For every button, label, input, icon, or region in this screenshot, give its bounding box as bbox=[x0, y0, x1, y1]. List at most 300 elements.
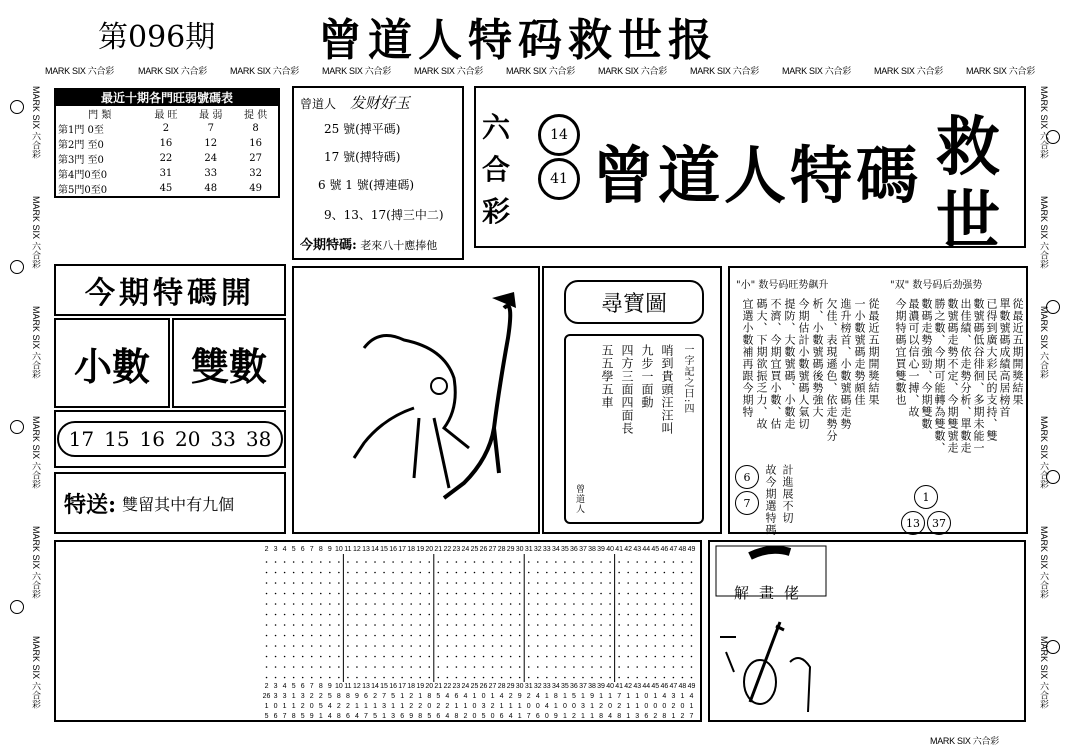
grid-count-number: 4 bbox=[445, 693, 450, 700]
grid-dot bbox=[501, 603, 503, 605]
grid-count-number: 1 bbox=[562, 713, 567, 720]
grid-dot bbox=[329, 593, 331, 595]
grid-dot bbox=[618, 572, 620, 574]
grid-dot bbox=[293, 645, 295, 647]
grid-dot bbox=[591, 677, 593, 679]
grid-count-number: 1 bbox=[391, 703, 396, 710]
trend-left-title: "小" 数号码旺势飙升 bbox=[736, 280, 829, 291]
grid-dot bbox=[609, 582, 611, 584]
grid-dot bbox=[320, 666, 322, 668]
trend-col: 已得到廣大彩民的支持、雙 bbox=[985, 298, 998, 442]
trend-col: 進升榜首、小數號碼走勢 bbox=[839, 298, 852, 430]
grid-dot bbox=[664, 624, 666, 626]
grid-dot bbox=[519, 593, 521, 595]
grid-dot bbox=[284, 635, 286, 637]
grid-count-number: 7 bbox=[364, 713, 368, 720]
grid-dot bbox=[320, 614, 322, 616]
grid-dot bbox=[582, 572, 584, 574]
grid-column-number: 49 bbox=[687, 546, 696, 553]
grid-count-number: 1 bbox=[544, 693, 549, 700]
grid-dot bbox=[537, 666, 539, 668]
grid-dot bbox=[537, 656, 539, 658]
grid-dot bbox=[347, 666, 349, 668]
grid-dot bbox=[284, 677, 286, 679]
grid-dot bbox=[691, 561, 693, 563]
brand-strip-bottom bbox=[0, 732, 1070, 748]
grid-dot bbox=[428, 624, 430, 626]
grid-dot bbox=[691, 635, 693, 637]
grid-count-number: 7 bbox=[526, 713, 531, 720]
grid-dot bbox=[573, 677, 575, 679]
special-numbers-oval bbox=[57, 421, 284, 457]
grid-dot bbox=[329, 582, 331, 584]
grid-dot bbox=[645, 572, 647, 574]
grid-dot bbox=[528, 572, 530, 574]
grid-dot bbox=[474, 645, 476, 647]
grid-dot bbox=[465, 656, 467, 658]
grid-column-number: 46 bbox=[660, 546, 669, 553]
grid-dot bbox=[673, 603, 675, 605]
grid-dot bbox=[655, 645, 657, 647]
grid-count-number: 2 bbox=[680, 713, 685, 720]
grid-dot bbox=[365, 603, 367, 605]
table-header: 門 類 bbox=[88, 110, 112, 121]
grid-count-number: 1 bbox=[291, 703, 296, 710]
grid-dot bbox=[410, 645, 412, 647]
grid-dot bbox=[347, 572, 349, 574]
grid-dot bbox=[546, 593, 548, 595]
ten-issue-table bbox=[56, 106, 278, 196]
treasure-col: 四方三面四面長 bbox=[620, 344, 634, 435]
grid-column-number: 3 bbox=[273, 546, 278, 553]
grid-dot bbox=[483, 624, 485, 626]
brand-mark: MARK SIX 六合彩 bbox=[31, 86, 41, 159]
grid-dot bbox=[438, 677, 440, 679]
grid-dot bbox=[410, 614, 412, 616]
grid-count-number: 2 bbox=[345, 703, 350, 710]
grid-column-number: 42 bbox=[624, 546, 633, 553]
grid-column-number: 24 bbox=[461, 683, 470, 690]
ball-bottom-number: 41 bbox=[550, 171, 568, 187]
grid-dot bbox=[519, 614, 521, 616]
grid-dot bbox=[618, 561, 620, 563]
tips-line: 25 號(搏平碼) bbox=[324, 122, 401, 136]
grid-column-number: 32 bbox=[533, 546, 542, 553]
table-cell: 31 bbox=[159, 168, 173, 179]
trend-circle-number: 13 bbox=[901, 511, 925, 535]
grid-dot bbox=[465, 624, 467, 626]
grid-count-number: 0 bbox=[644, 693, 649, 700]
grid-count-number: 0 bbox=[535, 703, 540, 710]
grid-dot bbox=[582, 603, 584, 605]
grid-dot bbox=[410, 624, 412, 626]
grid-column-number: 43 bbox=[633, 546, 642, 553]
grid-column-number: 22 bbox=[443, 546, 452, 553]
grid-column-number: 38 bbox=[588, 683, 596, 690]
grid-count-number: 1 bbox=[282, 703, 287, 710]
grid-dot bbox=[664, 666, 666, 668]
grid-count-number: 1 bbox=[562, 693, 567, 700]
grid-dot bbox=[447, 624, 449, 626]
grid-count-number: 0 bbox=[562, 703, 567, 710]
grid-dot bbox=[691, 603, 693, 605]
grid-dot bbox=[636, 614, 638, 616]
grid-dot bbox=[501, 582, 503, 584]
ball-top-number: 14 bbox=[550, 127, 568, 143]
grid-dot bbox=[266, 656, 268, 658]
grid-dot bbox=[546, 572, 548, 574]
grid-dot bbox=[618, 677, 620, 679]
grid-dot bbox=[591, 656, 593, 658]
grid-dot bbox=[302, 582, 304, 584]
grid-dot bbox=[528, 666, 530, 668]
treasure-col: 九步一面動 bbox=[640, 344, 654, 409]
grid-dot bbox=[456, 593, 458, 595]
grid-dot bbox=[311, 635, 313, 637]
grid-dot bbox=[528, 593, 530, 595]
grid-dot bbox=[447, 582, 449, 584]
grid-dot bbox=[618, 593, 620, 595]
grid-dot bbox=[374, 677, 376, 679]
grid-column-number: 45 bbox=[651, 683, 660, 690]
grid-dot bbox=[266, 593, 268, 595]
grid-column-number: 37 bbox=[579, 546, 587, 553]
grid-dot bbox=[293, 582, 295, 584]
grid-column-number: 34 bbox=[551, 683, 560, 690]
grid-dot bbox=[374, 572, 376, 574]
grid-dot bbox=[600, 666, 602, 668]
grid-count-number: 3 bbox=[382, 703, 387, 710]
grid-dot bbox=[519, 635, 521, 637]
brand-mark: MARK SIX 六合彩 bbox=[874, 66, 943, 76]
flower-ornament-icon bbox=[10, 600, 24, 614]
grid-dot bbox=[401, 603, 403, 605]
grid-dot bbox=[329, 645, 331, 647]
grid-dot bbox=[664, 635, 666, 637]
grid-dot bbox=[591, 624, 593, 626]
grid-column-number: 7 bbox=[309, 546, 314, 553]
grid-dot bbox=[374, 635, 376, 637]
grid-dot bbox=[311, 656, 313, 658]
grid-dot bbox=[618, 624, 620, 626]
grid-dot bbox=[419, 666, 421, 668]
grid-dot bbox=[627, 666, 629, 668]
grid-column-number: 39 bbox=[597, 683, 605, 690]
grid-count-number: 5 bbox=[373, 713, 377, 720]
grid-dot bbox=[492, 677, 494, 679]
grid-count-number: 3 bbox=[300, 693, 305, 700]
grid-count-number: 1 bbox=[418, 693, 423, 700]
grid-column-number: 24 bbox=[461, 546, 470, 553]
grid-dot bbox=[374, 645, 376, 647]
grid-dot bbox=[528, 635, 530, 637]
table-row bbox=[56, 181, 278, 196]
trend-col: 數號碼走勢不定、今期雙號走 bbox=[946, 298, 959, 454]
treasure-scroll-cols bbox=[600, 344, 694, 435]
grid-dot bbox=[320, 635, 322, 637]
grid-dot bbox=[266, 635, 268, 637]
grid-column-number: 40 bbox=[606, 546, 615, 553]
grid-dot bbox=[392, 645, 394, 647]
grid-dot bbox=[555, 572, 557, 574]
grid-dot bbox=[519, 666, 521, 668]
table-cell: 24 bbox=[204, 153, 218, 164]
grid-count-number: 1 bbox=[626, 713, 631, 720]
grid-dot bbox=[664, 677, 666, 679]
grid-dot bbox=[447, 677, 449, 679]
grid-dot bbox=[609, 572, 611, 574]
puzzle-panel bbox=[708, 540, 1026, 722]
grid-dot bbox=[302, 666, 304, 668]
special-number: 17 bbox=[68, 427, 95, 451]
table-cell: 第5門0至0 bbox=[58, 185, 108, 196]
grid-dot bbox=[266, 572, 268, 574]
grid-column-number: 45 bbox=[651, 546, 660, 553]
grid-count-number: 1 bbox=[382, 713, 387, 720]
grid-count-number: 5 bbox=[327, 693, 332, 700]
grid-dot bbox=[627, 603, 629, 605]
trend-col: 數號碼低谷徘徊、多期未能一 bbox=[972, 298, 985, 454]
grid-dot bbox=[609, 656, 611, 658]
grid-count-number: 7 bbox=[617, 693, 622, 700]
grid-dot bbox=[392, 666, 394, 668]
grid-count-number: 1 bbox=[517, 713, 522, 720]
grid-dot bbox=[645, 666, 647, 668]
tips-line: 9、13、17(搏三中二) bbox=[324, 208, 444, 222]
grid-dot bbox=[655, 561, 657, 563]
grid-count-number: 1 bbox=[590, 703, 594, 710]
grid-dot bbox=[682, 614, 684, 616]
brand-mark: MARK SIX 六合彩 bbox=[966, 66, 1035, 76]
grid-count-number: 0 bbox=[571, 703, 576, 710]
grid-dot bbox=[673, 593, 675, 595]
grid-dot bbox=[465, 593, 467, 595]
brand-mark: MARK SIX 六合彩 bbox=[230, 66, 299, 76]
grid-dot bbox=[419, 603, 421, 605]
table-cell: 32 bbox=[249, 168, 262, 179]
grid-dot bbox=[311, 582, 313, 584]
grid-dot bbox=[410, 656, 412, 658]
grid-count-number: 8 bbox=[336, 693, 341, 700]
grid-dot bbox=[419, 645, 421, 647]
table-cell: 48 bbox=[204, 183, 218, 194]
grid-dot bbox=[655, 614, 657, 616]
grid-dot bbox=[582, 624, 584, 626]
grid-count-number: 1 bbox=[581, 693, 585, 700]
grid-count-number: 3 bbox=[391, 713, 396, 720]
grid-count-number: 1 bbox=[264, 703, 269, 710]
grid-dot bbox=[691, 624, 693, 626]
grid-count-number: 1 bbox=[626, 693, 631, 700]
grid-dot bbox=[510, 572, 512, 574]
grid-count-number: 6 bbox=[345, 713, 350, 720]
grid-dot bbox=[501, 635, 503, 637]
trend-col: 提防、大數號碼、小數走 bbox=[783, 298, 796, 430]
grid-dot bbox=[591, 593, 593, 595]
grid-dot bbox=[428, 582, 430, 584]
grid-column-number: 6 bbox=[300, 546, 305, 553]
grid-dot bbox=[419, 614, 421, 616]
grid-dot bbox=[347, 603, 349, 605]
grid-column-number: 49 bbox=[687, 683, 696, 690]
grid-dot bbox=[275, 603, 277, 605]
grid-dot bbox=[564, 614, 566, 616]
grid-column-number: 6 bbox=[300, 683, 305, 690]
grid-dot bbox=[691, 582, 693, 584]
grid-column-number: 37 bbox=[579, 683, 587, 690]
grid-dot bbox=[636, 572, 638, 574]
grid-column-number: 33 bbox=[542, 683, 551, 690]
flower-ornament-icon bbox=[10, 100, 24, 114]
grid-dot bbox=[501, 593, 503, 595]
grid-dot bbox=[474, 603, 476, 605]
grid-dot bbox=[365, 635, 367, 637]
brand-strip-left bbox=[28, 86, 46, 746]
grid-column-number: 12 bbox=[353, 546, 361, 553]
grid-dot bbox=[374, 656, 376, 658]
grid-dot bbox=[636, 561, 638, 563]
grid-dot bbox=[465, 614, 467, 616]
grid-count-number: 4 bbox=[445, 713, 450, 720]
grid-column-number: 47 bbox=[669, 546, 678, 553]
grid-dot bbox=[510, 677, 512, 679]
grid-column-number: 48 bbox=[678, 683, 687, 690]
brand-mark: MARK SIX 六合彩 bbox=[690, 66, 759, 76]
grid-dot bbox=[383, 603, 385, 605]
grid-dot bbox=[383, 645, 385, 647]
grid-dot bbox=[609, 603, 611, 605]
grid-dot bbox=[655, 624, 657, 626]
grid-dot bbox=[347, 656, 349, 658]
grid-dot bbox=[320, 582, 322, 584]
treasure-col: 哨到貴頭汪汪叫 bbox=[660, 344, 674, 435]
grid-dot bbox=[537, 614, 539, 616]
grid-dot bbox=[311, 677, 313, 679]
grid-column-number: 25 bbox=[470, 546, 479, 553]
grid-count-number: 2 bbox=[418, 703, 423, 710]
grid-column-number: 23 bbox=[452, 683, 461, 690]
grid-dot bbox=[519, 561, 521, 563]
grid-dot bbox=[627, 582, 629, 584]
trend-col: 今期特碼宜買雙數也 bbox=[894, 298, 907, 406]
grid-count-number: 1 bbox=[635, 703, 640, 710]
grid-dot bbox=[293, 593, 295, 595]
grid-dot bbox=[293, 677, 295, 679]
grid-dot bbox=[419, 572, 421, 574]
tips-special-label: 今期特碼: bbox=[300, 238, 357, 253]
grid-column-number: 41 bbox=[615, 683, 624, 690]
puzzle-drawing-icon bbox=[710, 542, 1024, 720]
grid-dot bbox=[374, 593, 376, 595]
grid-dot bbox=[555, 656, 557, 658]
grid-column-number: 29 bbox=[506, 546, 515, 553]
special-numbers-box bbox=[54, 410, 286, 468]
grid-dot bbox=[573, 624, 575, 626]
grid-dot bbox=[636, 666, 638, 668]
trend-col: 從最近五期開獎結果 bbox=[867, 298, 880, 406]
grid-dot bbox=[447, 635, 449, 637]
grid-column-number: 46 bbox=[660, 683, 669, 690]
grid-count-number: 0 bbox=[472, 703, 477, 710]
grid-dot bbox=[501, 645, 503, 647]
table-cell: 第1門 0至 bbox=[58, 125, 104, 136]
grid-dot bbox=[456, 656, 458, 658]
grid-count-number: 1 bbox=[318, 713, 323, 720]
grid-dot bbox=[374, 614, 376, 616]
banner-left-bot: 彩 bbox=[482, 195, 511, 228]
grid-dot bbox=[664, 582, 666, 584]
grid-dot bbox=[438, 603, 440, 605]
grid-dot bbox=[492, 614, 494, 616]
grid-dot bbox=[492, 666, 494, 668]
grid-dot bbox=[555, 561, 557, 563]
grid-dot bbox=[266, 677, 268, 679]
grid-count-number: 8 bbox=[291, 713, 296, 720]
grid-dot bbox=[609, 635, 611, 637]
grid-dot bbox=[302, 614, 304, 616]
grid-dot bbox=[573, 614, 575, 616]
grid-dot bbox=[311, 603, 313, 605]
grid-dot bbox=[546, 614, 548, 616]
special-pick-label: 特送: bbox=[64, 491, 117, 518]
grid-dot bbox=[474, 582, 476, 584]
grid-dot bbox=[664, 572, 666, 574]
grid-dot bbox=[428, 666, 430, 668]
grid-dot bbox=[266, 582, 268, 584]
grid-dot bbox=[401, 582, 403, 584]
grid-dot bbox=[555, 624, 557, 626]
table-cell: 第3門 至0 bbox=[58, 155, 104, 166]
number-grid-panel bbox=[54, 540, 702, 722]
grid-count-number: 3 bbox=[581, 703, 585, 710]
trend-circle-number: 7 bbox=[735, 491, 759, 515]
grid-dot bbox=[519, 645, 521, 647]
grid-dot bbox=[293, 572, 295, 574]
grid-count-number: 0 bbox=[644, 703, 649, 710]
grid-count-number: 1 bbox=[490, 693, 495, 700]
grid-dot bbox=[401, 614, 403, 616]
banner-main-text: 曾道人特碼 bbox=[592, 139, 923, 212]
grid-dot bbox=[564, 561, 566, 563]
grid-dot bbox=[392, 603, 394, 605]
special-number: 16 bbox=[139, 427, 165, 451]
grid-dot bbox=[474, 677, 476, 679]
grid-column-number: 9 bbox=[327, 546, 332, 553]
grid-dot bbox=[655, 666, 657, 668]
grid-dot bbox=[582, 614, 584, 616]
grid-count-number: 1 bbox=[626, 703, 631, 710]
grid-dot bbox=[347, 614, 349, 616]
grid-dot bbox=[655, 593, 657, 595]
grid-dot bbox=[365, 593, 367, 595]
grid-dot bbox=[419, 582, 421, 584]
grid-dot bbox=[573, 572, 575, 574]
grid-count-number: 2 bbox=[373, 693, 377, 700]
grid-count-number: 0 bbox=[680, 703, 685, 710]
grid-count-number: 6 bbox=[454, 693, 459, 700]
grid-dot bbox=[365, 572, 367, 574]
grid-count-number: 0 bbox=[427, 703, 432, 710]
grid-count-number: 5 bbox=[571, 693, 576, 700]
trend-col: 一小數號碼走勢頗佳 bbox=[853, 298, 866, 406]
grid-count-number: 2 bbox=[309, 693, 314, 700]
tips-line: 17 號(搏特碼) bbox=[324, 150, 401, 164]
grid-dot bbox=[564, 603, 566, 605]
grid-dot bbox=[528, 677, 530, 679]
grid-dot bbox=[392, 561, 394, 563]
grid-dot bbox=[428, 614, 430, 616]
grid-dot bbox=[401, 624, 403, 626]
